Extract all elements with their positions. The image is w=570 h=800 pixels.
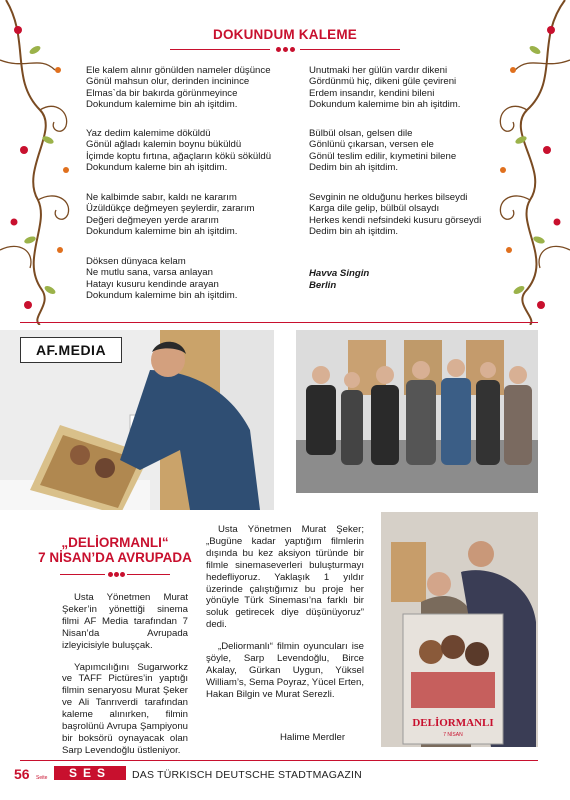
poem-line: Değeri değmeyen yerde ararım (86, 214, 219, 226)
af-media-logo (20, 337, 122, 363)
poem-line: Üzüldükçe değmeyen şeylerdir, zararım (86, 203, 255, 215)
photo-illustration (381, 512, 538, 747)
poem-line: Dokundum kalemime bin ah işitdim. (86, 98, 238, 110)
poem-line: Gönlünü çıkarsan, versen ele (309, 139, 434, 151)
poem-line: Ne mutlu sana, varsa anlayan (86, 267, 213, 279)
poem-line: Ele kalem alınır gönülden nameler düşünce (86, 65, 271, 76)
poem-line: Dokundum kaleme bin ah işitdim. (86, 161, 228, 173)
photo-director-signing-poster (0, 330, 274, 510)
poem-line: Ne kalbimde sabır, kaldı ne kararım (86, 192, 237, 203)
author-name: Havva Singin (309, 268, 370, 279)
poem-stanza (86, 192, 255, 237)
article-author-credit: Halime Merdler (280, 732, 346, 743)
article-paragraph: Usta Yönetmen Murat Şeker; „Bugüne kadar yaptığım filmlerin dışında bu kez aksiyon türünde bir filmle sinemaseverleri buluşturmayı hedefliyoruz. Yaklaşık 1 yıldır üzerinde çalıştığımız bu proje her yönüyle Türk Sineması’na farklı bir soluk getirecek diye düşünüyoruz” dedi. (206, 524, 364, 631)
floral-ornament-right (475, 0, 570, 325)
article-paragraph: „Deliormanlı“ filmin oyuncuları ise şöyle, Sarp Levendoğlu, Birce Akalay, Gürkan Uygun, Yüksel William’s, Sema Poyraz, Yücel Erten, Hakan Bilgin ve Murat Serezli. (206, 641, 364, 700)
article-title-line2: 7 NİSAN’DA AVRUPADA (38, 550, 192, 565)
poem-line: Gönül ağladı kalemin boynu büküldü (86, 139, 242, 151)
poem-line: Bülbül olsan, gelsen dile (309, 128, 413, 139)
poem-line: Sevginin ne olduğunu herkes bilseydi (309, 192, 468, 203)
poem-line: Dedim bin ah işitdim. (309, 161, 399, 173)
poem-line: Unutmaki her gülün vardır dikeni (309, 65, 448, 76)
poem-title: DOKUNDUM KALEME (213, 27, 357, 42)
poem-line: Gördünmü hiç, dikeni güle çevireni (309, 76, 457, 88)
ses-logo (54, 766, 126, 780)
footer-divider (20, 760, 538, 761)
poem-stanza (309, 128, 456, 173)
title-ornament (170, 46, 400, 54)
article-column-2 (206, 524, 364, 701)
poem-stanza (309, 192, 481, 237)
article-title-line1: „DELİORMANLI“ (61, 535, 169, 550)
poem-line: Hatayı kusuru kendinde arayan (86, 278, 219, 290)
article-title-ornament (60, 571, 170, 579)
poem-line: Gönül teslim edilir, kıymetini bilene (309, 150, 457, 162)
photo-illustration (296, 330, 538, 493)
poem-stanza (86, 256, 237, 301)
poem-line: Erdem insandır, kendini bileni (309, 87, 435, 99)
page-number: 56 (14, 766, 30, 782)
poem-line: Döksen dünyaca kelam (86, 256, 186, 267)
poem-stanza (86, 128, 271, 173)
poem-line: Elmas`da bir bakırda görünmeyince (86, 87, 238, 99)
author-city: Berlin (309, 279, 337, 291)
article-title (30, 535, 200, 565)
article-column-1 (62, 592, 188, 757)
logo-text: AF.MEDIA (35, 342, 107, 358)
poem-line: Yaz dedim kalemime döküldü (86, 128, 211, 139)
section-divider (20, 322, 538, 323)
poster-date: 7 NİSAN (443, 732, 463, 738)
poem-stanza (309, 65, 460, 110)
floral-ornament-left (0, 0, 90, 325)
poem-line: Herkes kendi nefsindeki kusuru görseydi (309, 214, 482, 226)
poem-line: Dedim bin ah işitdim. (309, 225, 399, 237)
poster-title: DELİORMANLI (412, 717, 494, 729)
poem-line: Dokundum kalemime bin ah işitdim. (86, 289, 238, 301)
photo-group-cast (296, 330, 538, 493)
poem-line: Dokundum kalemime bin ah işitdim. (86, 225, 238, 237)
magazine-name: DAS TÜRKISCH DEUTSCHE STADTMAGAZIN (132, 769, 362, 781)
poem-line: Karga dile gelip, bülbül olsaydı (309, 203, 440, 215)
poem-stanza (86, 65, 271, 110)
poem-line: İçimde koptu fırtına, ağaçların kökü söküldü (86, 150, 272, 162)
poem-section (0, 0, 570, 325)
article-paragraph: Yapımcılığını Sugarworkz ve TAFF Pictüres’in yaptığı filmin senaryosu Murat Şeker ve Ali Tanrıverdi tarafından kaleme alınırken, filmin başrolünü Avrupa Şampiyonu bir boksörü oynayacak olan Sarp Levendoğlu üstleniyor. (62, 661, 188, 756)
article-paragraph: Usta Yönetmen Murat Şeker’in yönettiği sinema filmi AF Media tarafından 7 Nisan’da Avrupada izleyicisiyle buluşçak. (62, 592, 188, 651)
poem-author (309, 268, 369, 291)
ses-logo-text: SES (68, 766, 111, 780)
poem-line: Gönül mahsun olur, derinden incinince (86, 76, 250, 88)
poem-line: Dokundum kalemime bin ah işitdim. (309, 98, 461, 110)
page-word: Seite (36, 775, 48, 781)
photo-cast-with-poster (381, 512, 538, 747)
